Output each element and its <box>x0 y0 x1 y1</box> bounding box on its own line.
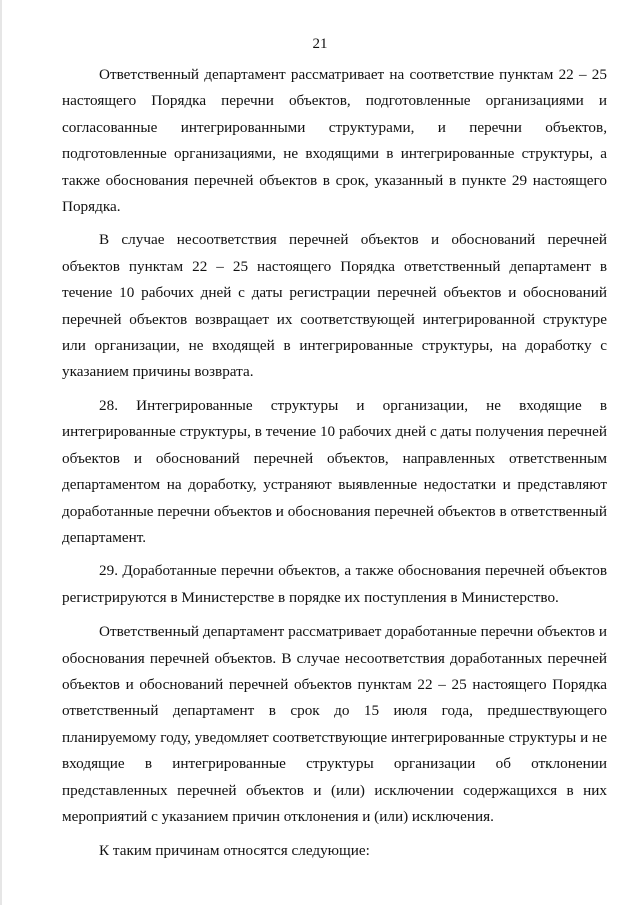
paragraph-reconsideration: Ответственный департамент рассматривает доработанные перечни объектов и обоснования перечней объектов. В случае несоответствия доработанных перечней объектов и обоснований перечней объектов пунктам 22 – 25 настоящего Порядка ответственный департамент в срок до 15 июля года, предшествующего планируемому году, уведомляет соответствующие интегрированные структуры и не входящие в интегрированные структуры организации об отклонении представленных перечней объектов и (или) исключении содержащихся в них мероприятий с указанием причин отклонения и (или) исключения. <box>62 623 607 825</box>
paragraph-review-compliance: Ответственный департамент рассматривает на соответствие пунктам 22 – 25 настоящего Порядка перечни объектов, подготовленные организациями и согласованные интегрированными структурами, и перечни объектов, подготовленные организациями, не входящими в интегрированные структуры, а также обоснования перечней объектов в срок, указанный в пункте 29 настоящего Порядка. <box>62 66 607 216</box>
paragraph-reasons-intro: К таким причинам относятся следующие: <box>99 842 370 860</box>
paragraph-gap <box>62 611 607 619</box>
paragraph-gap <box>62 220 607 227</box>
paragraph-gap <box>62 830 607 838</box>
paragraph-clause-29: 29. Доработанные перечни объектов, а также обоснования перечней объектов регистрируются в Министерстве в порядке их поступления в Министерство. <box>62 562 607 606</box>
scan-edge <box>0 0 2 905</box>
paragraph-gap <box>62 551 607 558</box>
document-body <box>62 62 607 865</box>
page-number: 21 <box>312 36 328 52</box>
paragraph-gap <box>62 386 607 393</box>
paragraph-clause-28: 28. Интегрированные структуры и организации, не входящие в интегрированные структуры, в течение 10 рабочих дней с даты получения перечней объектов и обоснований перечней объектов, направленных ответственным департаментом на доработку, устраняют выявленные недостатки и представляют доработанные перечни объектов и обоснования перечней объектов в ответственный департамент. <box>62 396 607 546</box>
paragraph-nonconformity-return: В случае несоответствия перечней объектов и обоснований перечней объектов пунктам 22 – 25 настоящего Порядка ответственный департамент в течение 10 рабочих дней с даты регистрации перечней объектов и обоснований перечней объектов возвращает их соответствующей интегрированной структуре или организации, не входящей в интегрированные структуры, на доработку с указанием причины возврата. <box>62 231 607 381</box>
